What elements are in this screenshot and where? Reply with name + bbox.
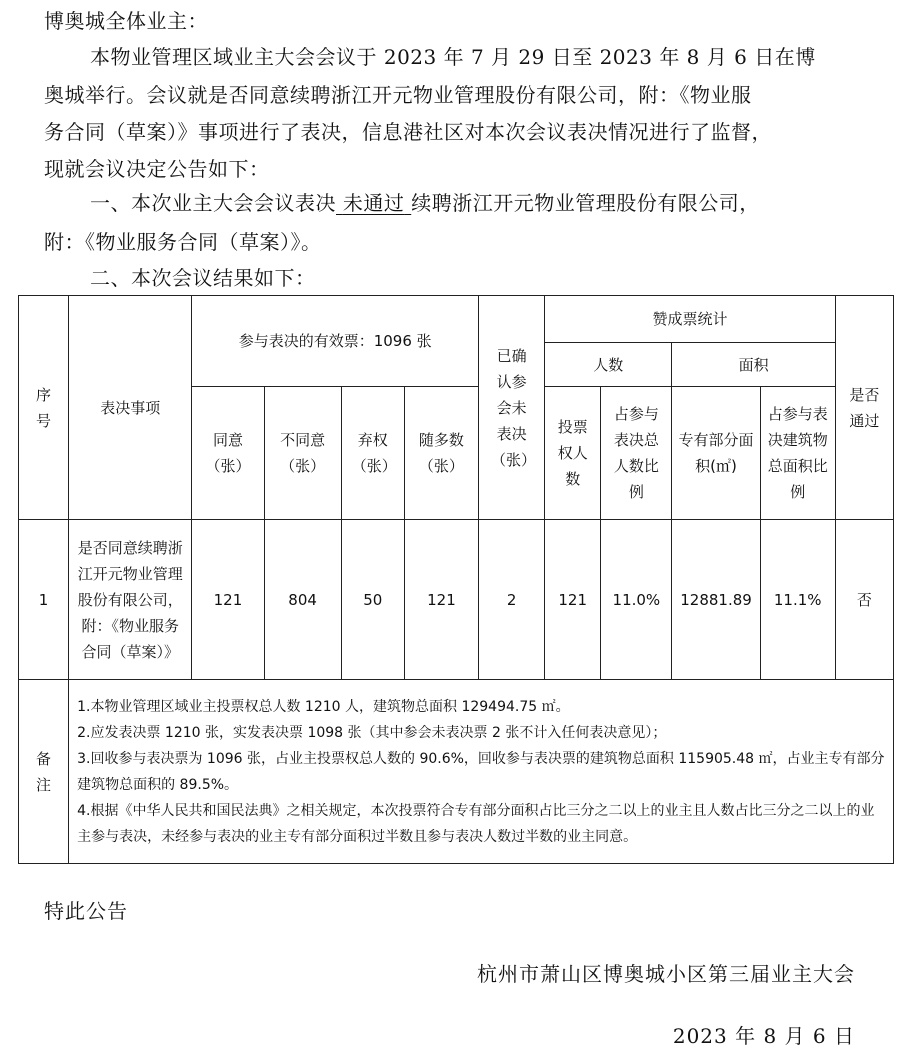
header-agree: 同意（张）	[192, 387, 264, 520]
header-exclusive-area: 专有部分面积(㎡)	[672, 387, 760, 520]
header-voters: 投票权人数	[545, 387, 601, 520]
row-agree: 121	[192, 520, 264, 680]
notes-label: 备注	[19, 680, 69, 864]
row-disagree: 804	[264, 520, 341, 680]
item-2: 二、本次会议结果如下：	[90, 266, 316, 290]
header-no: 序号	[19, 296, 69, 520]
row-confirmed: 2	[479, 520, 545, 680]
table-row	[19, 520, 894, 680]
header-majority: 随多数（张）	[404, 387, 478, 520]
intro-line-2: 奥城举行。会议就是否同意续聘浙江开元物业管理股份有限公司，附：《物业服	[44, 83, 752, 107]
header-abstain: 弃权（张）	[341, 387, 404, 520]
row-passed: 否	[835, 520, 893, 680]
note-4: 4.根据《中华人民共和国民法典》之相关规定，本次投票符合专有部分面积占比三分之二以上的业主且人数占比三分之二以上的业主参与表决，未经参与表决的业主专有部分面积过半数且参与表决人数过半数的业主同意。	[77, 802, 875, 845]
row-voters-pct: 11.0%	[601, 520, 672, 680]
intro-line-3: 务合同（草案）》事项进行了表决，信息港社区对本次会议表决情况进行了监督，	[44, 120, 772, 144]
header-people: 人数	[545, 343, 672, 387]
note-1: 1.本物业管理区域业主投票权总人数 1210 人，建筑物总面积 129494.75 ㎡。	[77, 698, 570, 715]
item-1-prefix: 一、本次业主大会会议表决	[90, 191, 336, 215]
header-area: 面积	[672, 343, 835, 387]
row-matter: 是否同意续聘浙江开元物业管理股份有限公司，附：《物业服务合同（草案）》	[69, 520, 192, 680]
row-abstain: 50	[341, 520, 404, 680]
item-1-line-2: 附：《物业服务合同（草案）》。	[44, 230, 322, 254]
note-3: 3.回收参与表决票为 1096 张，占业主投票权总人数的 90.6%，回收参与表决票的建筑物总面积 115905.48 ㎡，占业主专有部分建筑物总面积的 89.5%。	[77, 750, 885, 793]
header-voters-pct: 占参与表决总人数比例	[601, 387, 672, 520]
header-passed: 是否通过	[835, 296, 893, 520]
voting-results-table	[18, 295, 894, 864]
header-matter: 表决事项	[69, 296, 192, 520]
header-area-pct: 占参与表决建筑物总面积比例	[760, 387, 835, 520]
row-area-pct: 11.1%	[760, 520, 835, 680]
item-1-result: 未通过	[342, 191, 405, 215]
header-confirmed-not-voted: 已确认参会未表决（张）	[479, 296, 545, 520]
signatory: 杭州市萧山区博奥城小区第三届业主大会	[477, 962, 855, 986]
header-valid-votes: 参与表决的有效票：1096 张	[192, 296, 479, 387]
item-1	[90, 184, 760, 222]
date: 2023 年 8 月 6 日	[672, 1024, 855, 1048]
notes-content	[69, 680, 894, 864]
row-voters: 121	[545, 520, 601, 680]
header-disagree: 不同意（张）	[264, 387, 341, 520]
row-majority: 121	[404, 520, 478, 680]
item-1-suffix: 续聘浙江开元物业管理股份有限公司，	[411, 191, 760, 215]
intro-line-4: 现就会议决定公告如下：	[44, 157, 270, 181]
header-approval-stats: 赞成票统计	[545, 296, 836, 343]
note-2: 2.应发表决票 1210 张，实发表决票 1098 张（其中参会未表决票 2 张不计入任何表决意见）；	[77, 724, 667, 741]
intro-line-1: 本物业管理区域业主大会会议于 2023 年 7 月 29 日至 2023 年 8 月 6 日在博	[90, 45, 816, 69]
salutation: 博奥城全体业主：	[44, 9, 208, 33]
row-area: 12881.89	[672, 520, 760, 680]
closing: 特此公告	[44, 899, 128, 923]
row-no: 1	[19, 520, 69, 680]
